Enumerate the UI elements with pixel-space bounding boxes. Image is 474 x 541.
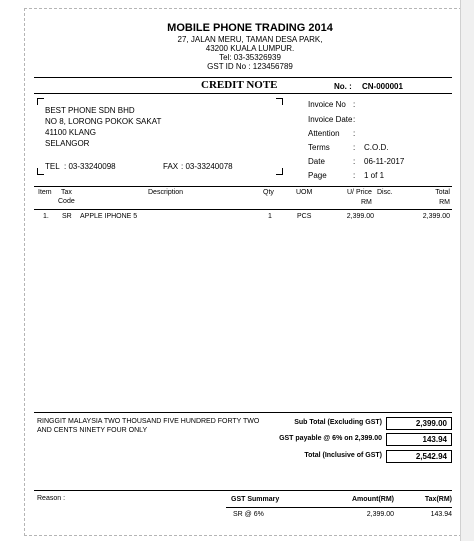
gst-label: GST payable @ 6% on 2,399.00 <box>279 435 382 442</box>
company-gst-id: GST ID No : 123456789 <box>207 62 293 71</box>
meta-sep: : <box>353 143 356 152</box>
meta-sep: : <box>353 171 356 180</box>
row-total: 2,399.00 <box>422 213 450 220</box>
col-unit-price-header: U/ Price <box>347 189 372 196</box>
col-total-header: Total <box>435 189 450 196</box>
subtotal-value: 2,399.00 <box>386 417 452 430</box>
address-corner-bl <box>37 168 44 175</box>
company-address-line1: 27, JALAN MERU, TAMAN DESA PARK, <box>177 35 323 44</box>
company-tel: Tel: 03-35326939 <box>219 53 281 62</box>
meta-label-terms: Terms <box>308 143 330 152</box>
amount-in-words-line1: RINGGIT MALAYSIA TWO THOUSAND FIVE HUNDRED FORTY TWO <box>37 418 260 425</box>
row-qty: 1 <box>268 213 272 220</box>
address-corner-br <box>276 168 283 175</box>
amount-in-words-line2: AND CENTS NINETY FOUR ONLY <box>37 427 148 434</box>
meta-label-invoice-date: Invoice Date <box>308 115 353 124</box>
title-top-rule <box>34 77 452 78</box>
total-value: 2,542.94 <box>386 450 452 463</box>
doc-no-label: No. : <box>334 82 352 91</box>
subtotal-label: Sub Total (Excluding GST) <box>294 419 382 426</box>
gst-summary-rule <box>226 507 452 508</box>
col-total-unit: RM <box>439 199 450 206</box>
col-uom-header: UOM <box>296 189 313 196</box>
table-header-bottom-rule <box>34 209 452 210</box>
doc-no-value: CN-000001 <box>362 82 403 91</box>
col-unit-price-unit: RM <box>361 199 372 206</box>
meta-sep: : <box>353 115 356 124</box>
meta-label-invoice-no: Invoice No <box>308 100 346 109</box>
col-tax-header: Tax <box>61 189 72 196</box>
gst-summary-tax-header: Tax(RM) <box>424 496 452 503</box>
customer-address-line1: NO 8, LORONG POKOK SAKAT <box>45 117 162 126</box>
company-name: MOBILE PHONE TRADING 2014 <box>167 22 333 34</box>
col-item-header: Item <box>38 189 52 196</box>
gst-value: 143.94 <box>386 433 452 446</box>
totals-top-rule <box>34 412 452 413</box>
col-tax-code-header: Code <box>58 198 75 205</box>
meta-label-date: Date <box>308 157 325 166</box>
meta-label-attention: Attention <box>308 129 340 138</box>
customer-fax-value: : 03-33240078 <box>181 162 233 171</box>
gst-summary-amount: 2,399.00 <box>366 511 394 518</box>
meta-value-date: 06-11-2017 <box>364 157 405 166</box>
document-title: CREDIT NOTE <box>201 79 278 91</box>
vertical-scrollbar[interactable] <box>460 0 474 541</box>
address-corner-tr <box>276 98 283 105</box>
row-unit-price: 2,399.00 <box>346 213 374 220</box>
footer-top-rule <box>34 490 452 491</box>
customer-tel-value: : 03-33240098 <box>64 162 116 171</box>
row-description: APPLE IPHONE 5 <box>80 213 138 220</box>
meta-label-page: Page <box>308 171 327 180</box>
title-bottom-rule <box>34 93 452 94</box>
meta-value-page: 1 of 1 <box>364 171 385 180</box>
customer-address-line2: 41100 KLANG <box>45 128 96 137</box>
customer-name: BEST PHONE SDN BHD <box>45 106 135 115</box>
col-disc-header: Disc. <box>377 189 393 196</box>
meta-sep: : <box>353 129 356 138</box>
col-qty-header: Qty <box>263 189 274 196</box>
customer-fax-label: FAX <box>163 162 179 171</box>
gst-summary-code: SR @ 6% <box>233 511 264 518</box>
address-corner-tl <box>37 98 44 105</box>
customer-address-line3: SELANGOR <box>45 139 90 148</box>
total-label: Total (Inclusive of GST) <box>304 452 382 459</box>
meta-sep: : <box>353 100 356 109</box>
row-uom: PCS <box>297 213 312 220</box>
col-description-header: Description <box>148 189 184 196</box>
row-tax-code: SR <box>62 213 72 220</box>
meta-value-terms: C.O.D. <box>364 143 389 152</box>
company-address-line2: 43200 KUALA LUMPUR. <box>205 44 295 53</box>
gst-summary-amount-header: Amount(RM) <box>352 496 394 503</box>
gst-summary-label: GST Summary <box>231 496 280 503</box>
reason-label: Reason : <box>37 495 66 502</box>
gst-summary-tax: 143.94 <box>430 511 452 518</box>
meta-sep: : <box>353 157 356 166</box>
customer-tel-label: TEL <box>45 162 60 171</box>
row-item: 1. <box>43 213 49 220</box>
table-header-top-rule <box>34 186 452 187</box>
